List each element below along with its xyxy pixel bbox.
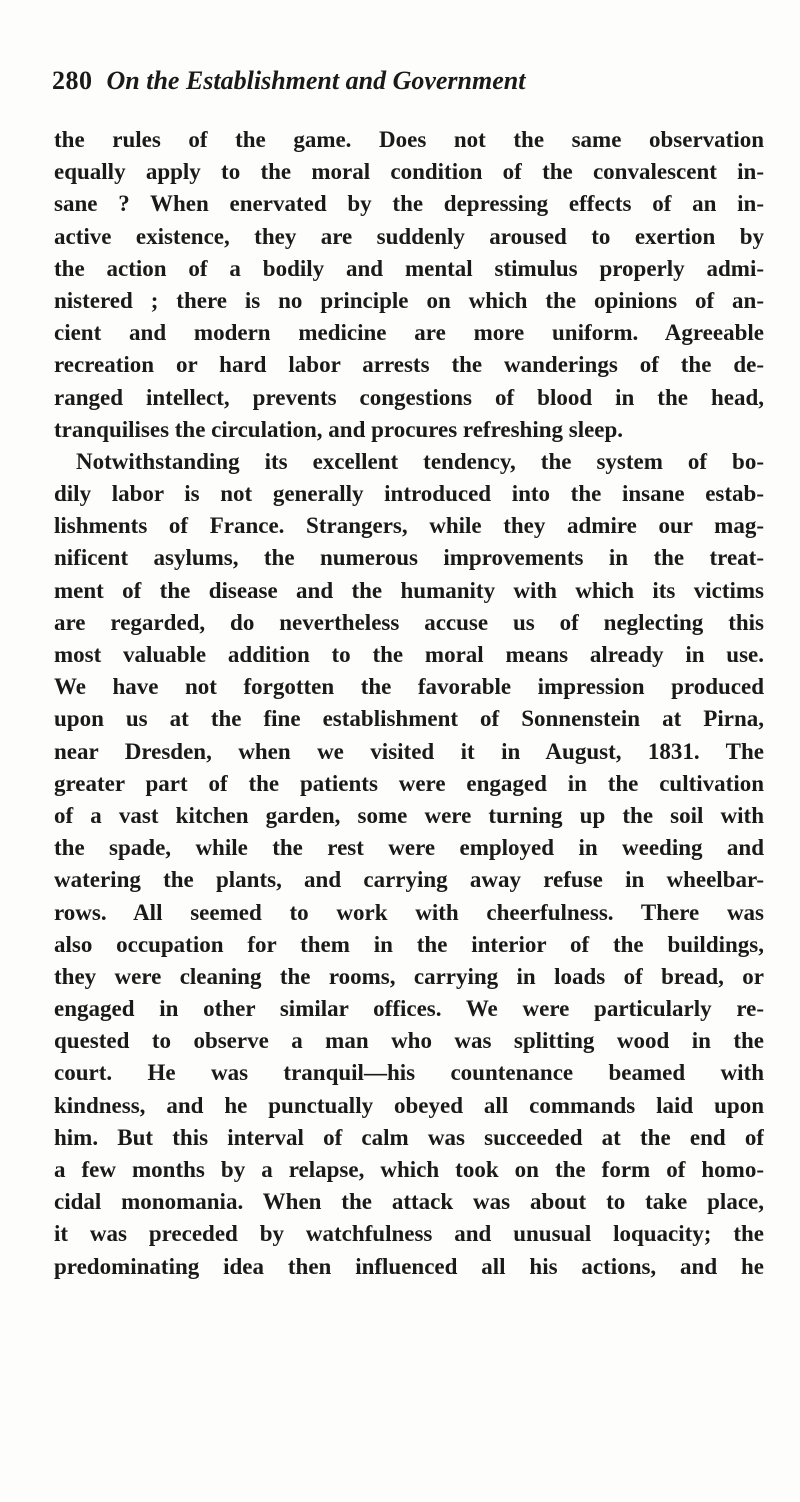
page-number: 280 — [52, 66, 93, 95]
text-line: tranquilises the circulation, and procures refreshing sleep. — [54, 416, 624, 442]
text-line: greater part of the patients were engaged in the cultivation — [54, 770, 764, 796]
text-line: watering the plants, and carrying away refuse in wheelbar- — [54, 867, 764, 893]
text-line: the spade, while the rest were employed in weeding and — [54, 835, 764, 861]
text-line: him. But this interval of calm was succeeded at the end of — [54, 1124, 764, 1150]
text-line: active existence, they are suddenly aroused to exertion by — [54, 223, 764, 249]
text-line: quested to observe a man who was splitting wood in the — [54, 1028, 764, 1054]
text-line: nificent asylums, the numerous improvements in the treat- — [54, 545, 764, 571]
text-line: predominating idea then influenced all his actions, and he — [54, 1253, 764, 1279]
text-line: lishments of France. Strangers, while they admire our mag- — [54, 513, 764, 539]
text-line: most valuable addition to the moral means already in use. — [54, 642, 764, 667]
text-line: upon us at the fine establishment of Sonnenstein at Pirna, — [54, 706, 764, 732]
text-line: it was preceded by watchfulness and unusual loquacity; the — [54, 1221, 764, 1247]
text-line: a few months by a relapse, which took on the form of homo- — [54, 1157, 764, 1182]
body-text — [54, 124, 764, 1283]
text-line: kindness, and he punctually obeyed all commands laid upon — [54, 1092, 764, 1118]
text-line: the action of a bodily and mental stimulus properly admi- — [54, 255, 764, 281]
text-line: are regarded, do nevertheless accuse us of neglecting this — [54, 609, 764, 635]
running-head — [52, 66, 752, 106]
text-line: also occupation for them in the interior of the buildings, — [54, 931, 764, 957]
text-line: they were cleaning the rooms, carrying in loads of bread, or — [54, 963, 764, 989]
text-line: the rules of the game. Does not the same observation — [54, 127, 764, 152]
text-line: of a vast kitchen garden, some were turning up the soil with — [54, 802, 764, 828]
text-line: cidal monomania. When the attack was about to take place, — [54, 1189, 764, 1215]
text-line: cient and modern medicine are more uniform. Agreeable — [54, 320, 764, 346]
text-line: dily labor is not generally introduced into the insane estab- — [54, 481, 764, 507]
text-line: ranged intellect, prevents congestions of blood in the head, — [54, 384, 764, 410]
text-line: rows. All seemed to work with cheerfulness. There was — [54, 899, 764, 925]
paragraph-start-line: Notwithstanding its excellent tendency, the system of bo- — [76, 448, 764, 474]
text-line: engaged in other similar offices. We were particularly re- — [54, 996, 764, 1022]
running-title: On the Establishment and Government — [106, 66, 526, 95]
text-line: near Dresden, when we visited it in August, 1831. The — [54, 738, 764, 764]
text-line: ment of the disease and the humanity with which its victims — [54, 577, 764, 603]
text-line: We have not forgotten the favorable impression produced — [54, 674, 764, 700]
text-line: recreation or hard labor arrests the wanderings of the de- — [54, 352, 764, 378]
text-line: equally apply to the moral condition of the convalescent in- — [54, 159, 764, 185]
text-line: court. He was tranquil—his countenance beamed with — [54, 1060, 764, 1086]
text-line: nistered ; there is no principle on which the opinions of an- — [54, 287, 764, 313]
text-line: sane ? When enervated by the depressing effects of an in- — [54, 191, 764, 217]
